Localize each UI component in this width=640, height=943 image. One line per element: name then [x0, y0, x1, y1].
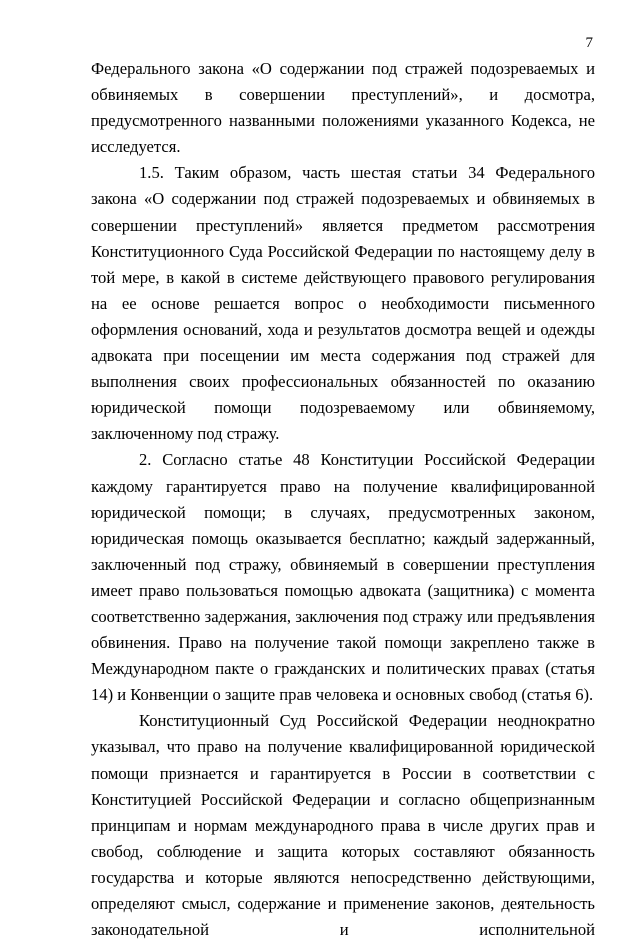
paragraph-2: 2. Согласно статье 48 Конституции Российской Федерации каждому гарантируется право на получение квалифицированной юридической помощи; в случаях, предусмотренных законом, юридическая помощь оказывается бесплатно; каждый задержанный, заключенный под стражу, обвиняемый в совершении преступления имеет право пользоваться помощью адвоката (защитника) с момента соответственно задержания, заключения под стражу или предъявления обвинения. Право на получение такой помощи закреплено также в Международном пакте о гражданских и политических правах (статья 14) и Конвенции о защите прав человека и основных свобод (статья 6). [91, 450, 595, 705]
page-number: 7 [585, 35, 593, 51]
paragraph-court-position: Конституционный Суд Российской Федерации неоднократно указывал, что право на получение квалифицированной юридической помощи признается и гарантируется в России в соответствии с Конституцией Российской Федерации и согласно общепризнанным принципам и нормам международного права в числе других прав и свобод, соблюдение и защита которых составляют обязанность государства и которые являются непосредственно действующими, определяют смысл, содержание и применение законов, деятельность законодательной и исполнительной [91, 711, 595, 940]
paragraph-continuation: Федерального закона «О содержании под стражей подозреваемых и обвиняемых в совершении преступлений», и досмотра, предусмотренного названными положениями указанного Кодекса, не исследуется. [91, 59, 595, 157]
document-body [91, 56, 595, 943]
paragraph-1-5: 1.5. Таким образом, часть шестая статьи 34 Федерального закона «О содержании под стражей подозреваемых и обвиняемых в совершении преступлений» является предметом рассмотрения Конституционного Суда Российской Федерации по настоящему делу в той мере, в какой в системе действующего правового регулирования на ее основе решается вопрос о необходимости письменного оформления оснований, хода и результатов досмотра вещей и одежды адвоката при посещении им места содержания под стражей для выполнения своих профессиональных обязанностей по оказанию юридической помощи подозреваемому или обвиняемому, заключенному под стражу. [91, 163, 595, 444]
